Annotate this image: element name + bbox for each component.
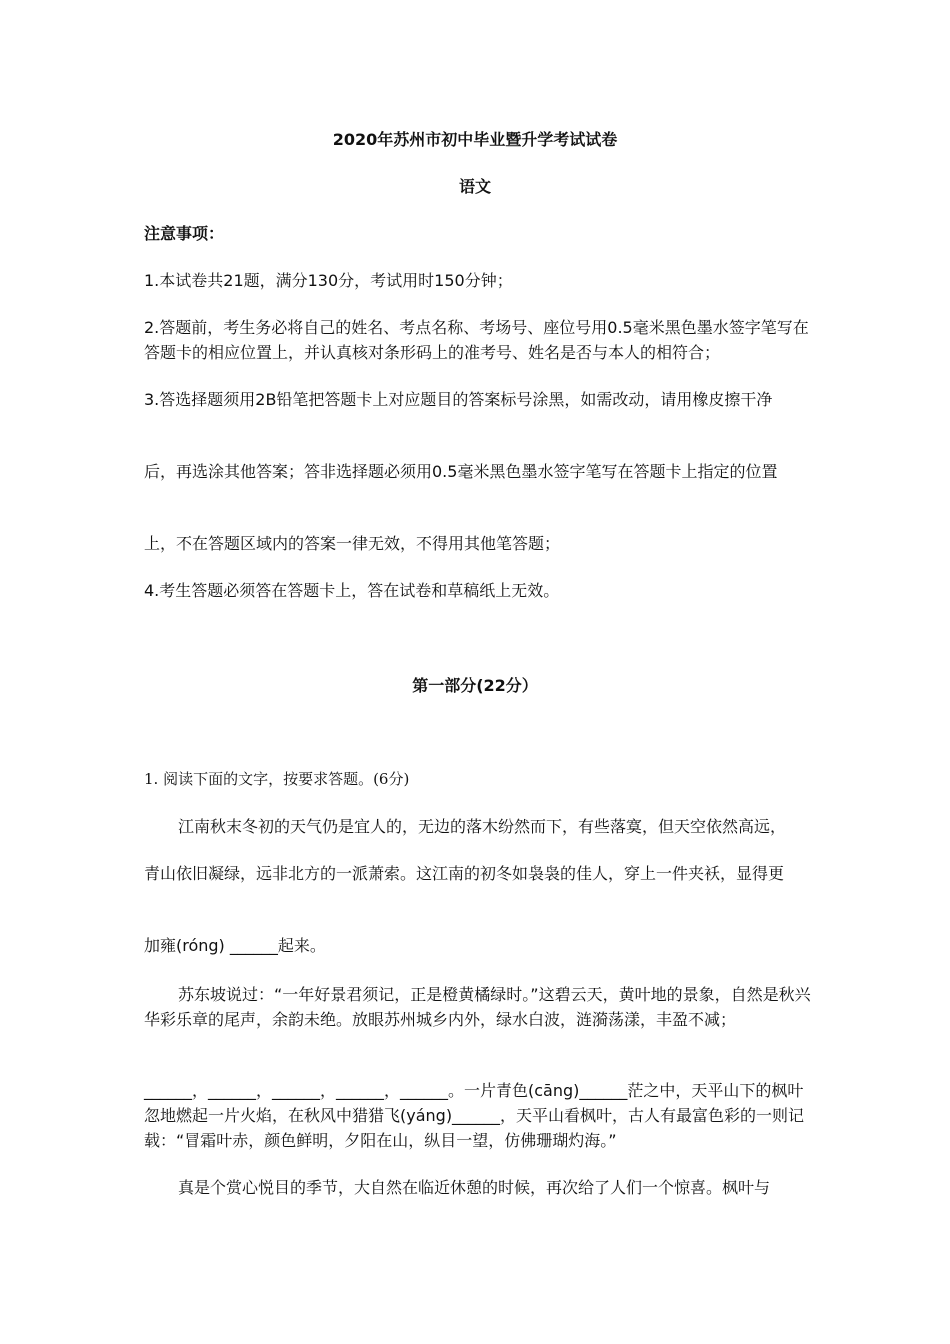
passage-paragraph: 江南秋末冬初的天气仍是宜人的，无边的落木纷然而下，有些落寞，但天空依然高远， [178, 817, 787, 836]
passage-paragraph: 青山依旧凝绿，远非北方的一派萧索。这江南的初冬如袅袅的佳人，穿上一件夹袄，显得更 [144, 864, 785, 883]
notice-item: 后，再选涂其他答案；答非选择题必须用0.5毫米黑色墨水签字笔写在答题卡上指定的位置 [144, 462, 778, 481]
part-heading: 第一部分(22分） [412, 676, 538, 695]
notice-item: 上，不在答题区域内的答案一律无效，不得用其他笔答题； [144, 534, 561, 553]
notice-item: 3.答选择题须用2B铅笔把答题卡上对应题目的答案标号涂黑，如需改动，请用橡皮擦干净 [144, 390, 773, 409]
passage-paragraph: 苏东坡说过：“一年好景君须记，正是橙黄橘绿时。”这碧云天，黄叶地的景象，自然是秋兴华彩乐章的尾声，余韵未绝。放眼苏州城乡内外，绿水白波，涟漪荡漾，丰盈不减； [144, 985, 811, 1029]
passage-paragraph: 加雍(róng) ______起来。 [144, 936, 326, 955]
notice-item: 4.考生答题必须答在答题卡上，答在试卷和草稿纸上无效。 [144, 581, 560, 600]
passage-paragraph: 真是个赏心悦目的季节，大自然在临近休憩的时候，再次给了人们一个惊喜。枫叶与 [178, 1178, 771, 1197]
notice-heading: 注意事项： [144, 224, 225, 243]
question-label: 1. 阅读下面的文字，按要求答题。(6分) [144, 770, 410, 788]
passage-paragraph: ______，______，______，______，______。一片青色(cāng)______茫之中，天平山下的枫叶忽地燃起一片火焰，在秋风中猎猎飞(yáng)______，天平山看枫叶，古人有最富色彩的一则记载：“冒霜叶赤，颜色鲜明，夕阳在山，纵目一望，仿佛珊瑚灼海。” [144, 1081, 805, 1150]
notice-item: 1.本试卷共21题，满分130分，考试用时150分钟； [144, 271, 513, 290]
subject-label: 语文 [458, 177, 491, 196]
exam-title: 2020年苏州市初中毕业暨升学考试试卷 [332, 130, 618, 149]
notice-item: 2.答题前，考生务必将自己的姓名、考点名称、考场号、座位号用0.5毫米黑色墨水签字笔写在答题卡的相应位置上，并认真核对条形码上的准考号、姓名是否与本人的相符合； [144, 318, 809, 362]
